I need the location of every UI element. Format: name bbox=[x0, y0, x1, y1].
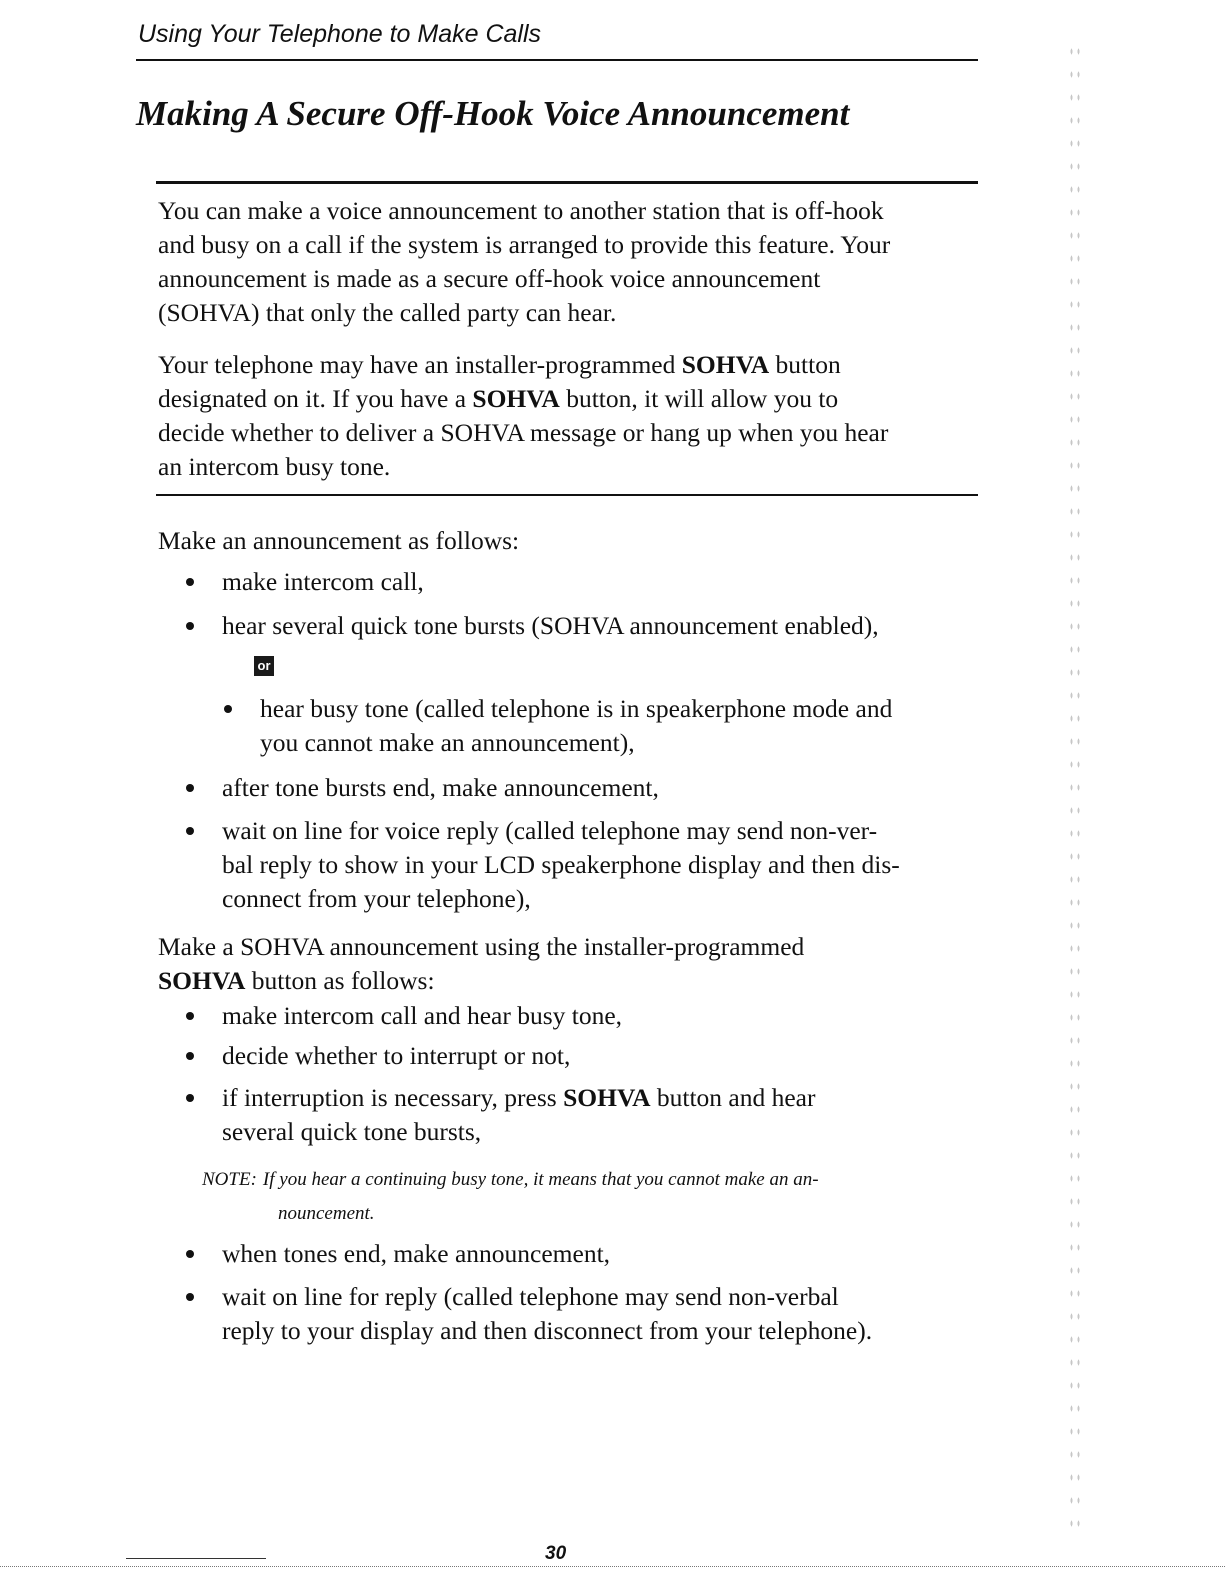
intro-p2-line-3: decide whether to deliver a SOHVA message or hang up when you hear bbox=[158, 418, 889, 447]
bullet-icon bbox=[186, 784, 194, 792]
or-icon: or bbox=[254, 656, 274, 676]
bullet-icon bbox=[186, 1012, 194, 1020]
intro-rule-bottom bbox=[156, 494, 978, 496]
footer-rule bbox=[126, 1558, 266, 1559]
procedure-1-bullet-4: wait on line for voice reply (called telephone may send non-ver- bal reply to show in your LCD speakerphone display and then dis- connect from your telephone), bbox=[222, 814, 900, 916]
bullet-icon bbox=[186, 1052, 194, 1060]
procedure-1-bullet-1: make intercom call, bbox=[222, 565, 424, 599]
bullet-icon bbox=[186, 1293, 194, 1301]
procedure-2-bullet-3: if interruption is necessary, press SOHVA button and hear several quick tone bursts, bbox=[222, 1081, 816, 1149]
note-text: If you hear a continuing busy tone, it means that you cannot make an an- bbox=[262, 1169, 819, 1190]
note bbox=[202, 1163, 972, 1231]
bullet-icon bbox=[186, 622, 194, 630]
running-head: Using Your Telephone to Make Calls bbox=[138, 20, 542, 48]
intro-paragraph-1 bbox=[158, 194, 890, 330]
procedure-2-bullet-4: when tones end, make announcement, bbox=[222, 1237, 610, 1271]
sohva-term: SOHVA bbox=[681, 350, 770, 379]
note-text-continued: nouncement. bbox=[278, 1203, 375, 1224]
bullet-icon bbox=[186, 1094, 194, 1102]
sohva-term: SOHVA bbox=[158, 966, 246, 995]
procedure-1-sub-bullet-1: hear busy tone (called telephone is in speakerphone mode and you cannot make an announcement), bbox=[260, 692, 892, 760]
intro-p2-line-1: Your telephone may have an installer-programmed SOHVA button bbox=[158, 350, 841, 379]
bullet-icon bbox=[186, 827, 194, 835]
procedure-2-bullet-5: wait on line for reply (called telephone may send non-verbal reply to your display and then disconnect from your telephone). bbox=[222, 1280, 872, 1348]
intro-p1-line-4: (SOHVA) that only the called party can hear. bbox=[158, 298, 617, 327]
intro-rule-top bbox=[156, 181, 978, 184]
intro-p2-line-2: designated on it. If you have a SOHVA button, it will allow you to bbox=[158, 384, 839, 413]
header-rule bbox=[136, 59, 978, 61]
page-number: 30 bbox=[545, 1543, 567, 1564]
intro-p1-line-1: You can make a voice announcement to another station that is off-hook bbox=[158, 196, 884, 225]
note-label: NOTE: bbox=[202, 1169, 257, 1190]
procedure-2-bullet-2: decide whether to interrupt or not, bbox=[222, 1039, 570, 1073]
scan-bottom-edge bbox=[0, 1566, 1225, 1567]
procedure-2-lead: Make a SOHVA announcement using the installer-programmed SOHVA button as follows: bbox=[158, 932, 805, 995]
intro-p1-line-3: announcement is made as a secure off-hook voice announcement bbox=[158, 264, 821, 293]
procedure-1-bullet-2: hear several quick tone bursts (SOHVA announcement enabled), bbox=[222, 609, 879, 643]
procedure-2-bullet-1: make intercom call and hear busy tone, bbox=[222, 999, 622, 1033]
bullet-icon bbox=[186, 1250, 194, 1258]
intro-p2-line-4: an intercom busy tone. bbox=[158, 452, 391, 481]
scan-edge-artifact bbox=[1068, 40, 1082, 1540]
procedure-1-lead: Make an announcement as follows: bbox=[158, 526, 520, 555]
sohva-term: SOHVA bbox=[563, 1083, 651, 1112]
intro-paragraph-2 bbox=[158, 348, 888, 484]
section-title: Making A Secure Off-Hook Voice Announcement bbox=[136, 94, 850, 133]
procedure-1-bullet-3: after tone bursts end, make announcement, bbox=[222, 771, 659, 805]
bullet-icon bbox=[224, 705, 232, 713]
bullet-icon bbox=[186, 578, 194, 586]
sohva-term: SOHVA bbox=[472, 384, 560, 413]
intro-p1-line-2: and busy on a call if the system is arranged to provide this feature. Your bbox=[158, 230, 891, 259]
